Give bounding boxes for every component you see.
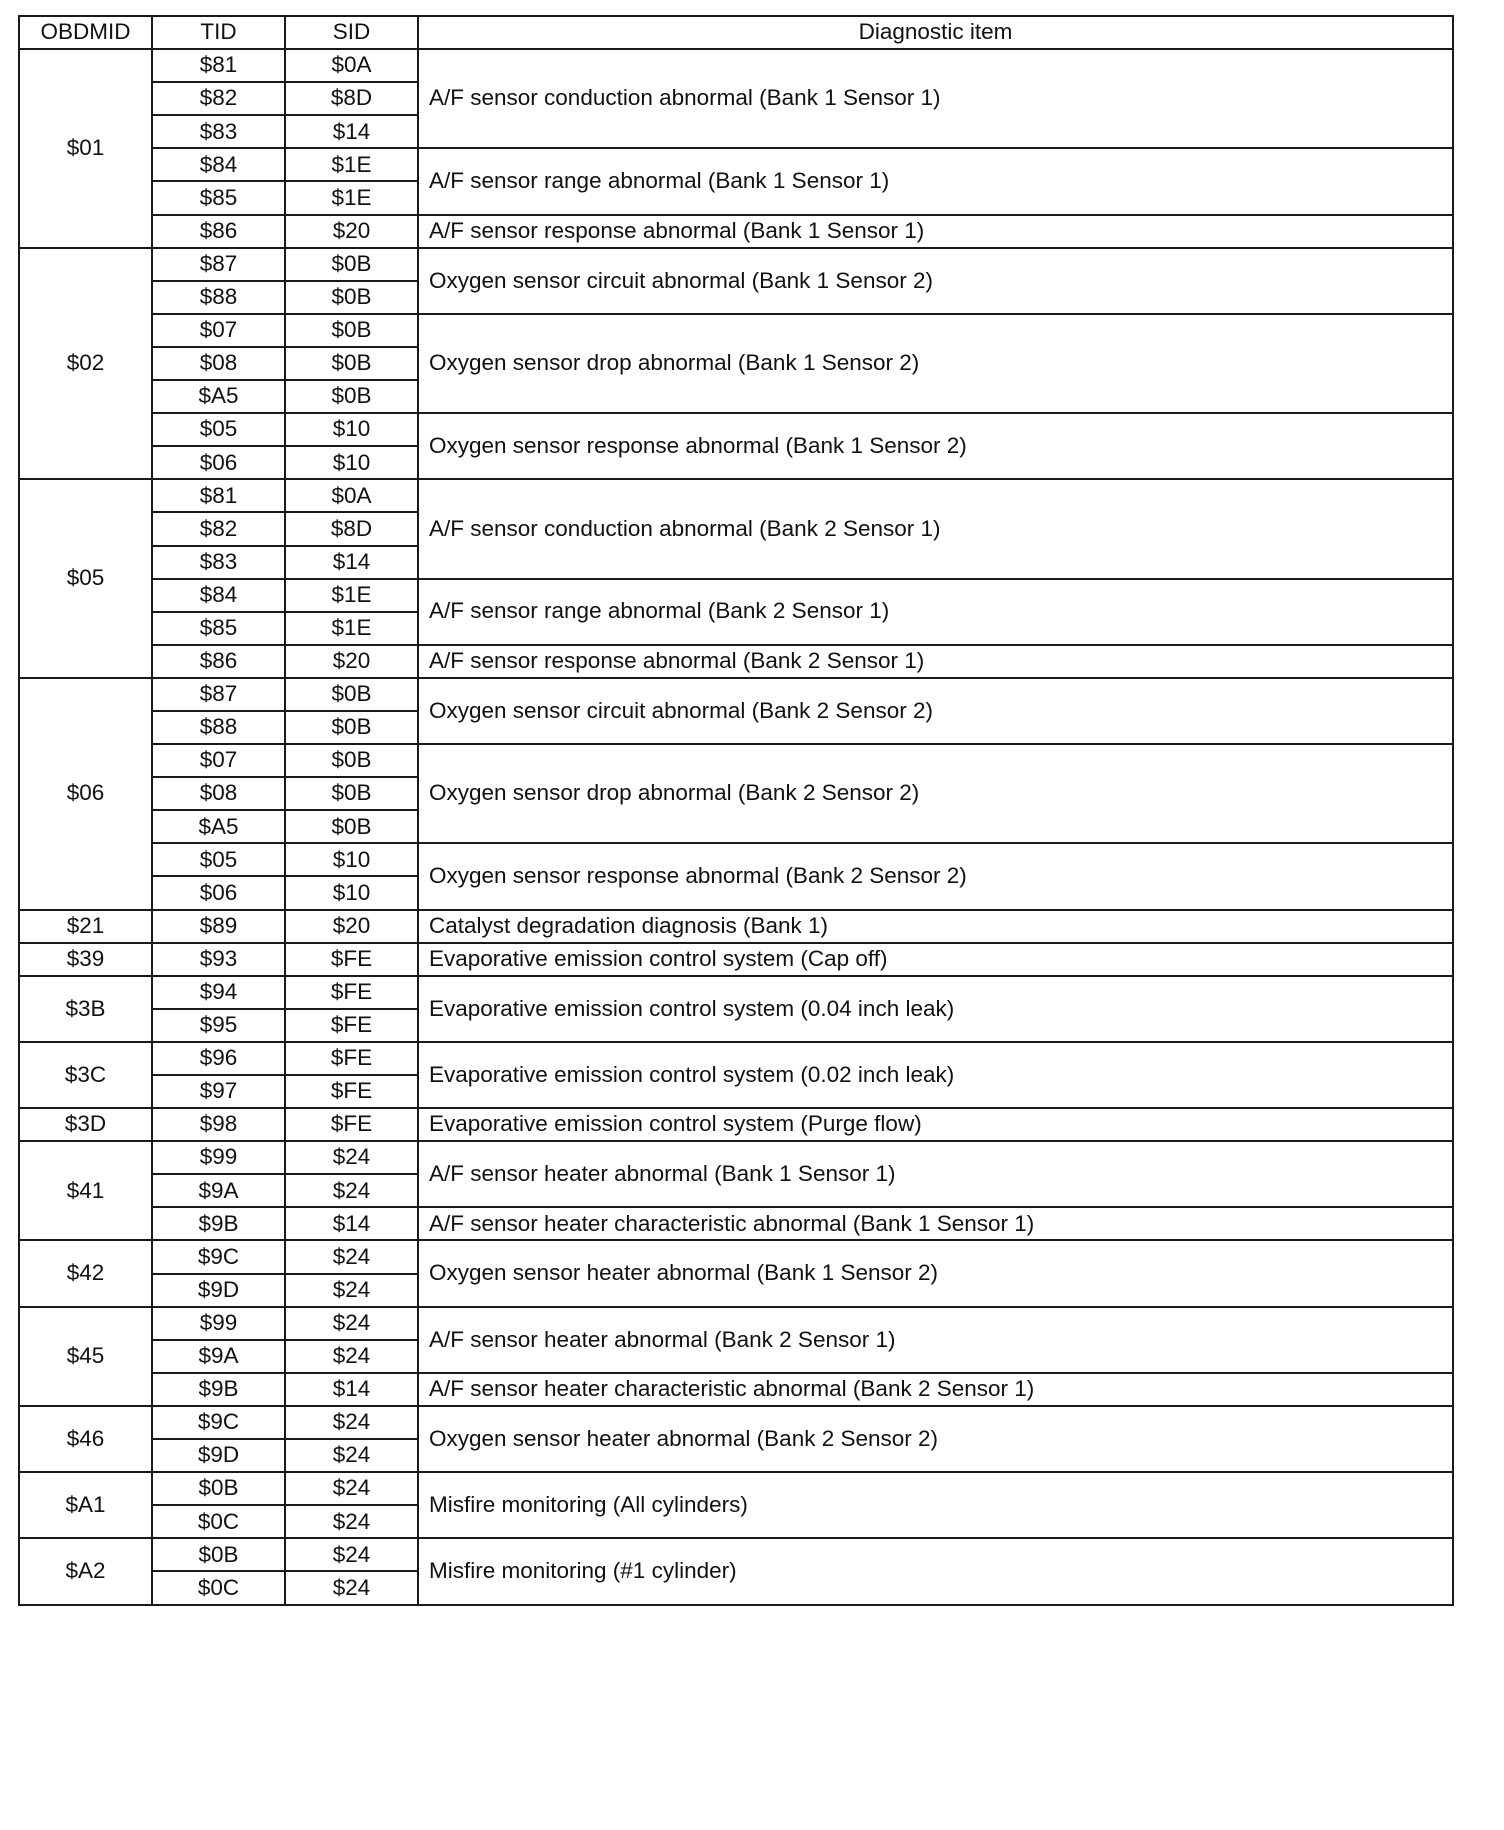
table-row	[19, 943, 1453, 976]
sid-cell: $0A	[285, 49, 418, 82]
obdmid-cell: $46	[19, 1406, 152, 1472]
obdmid-cell: $06	[19, 678, 152, 910]
tid-cell: $99	[152, 1307, 285, 1340]
tid-cell: $82	[152, 82, 285, 115]
tid-cell: $06	[152, 446, 285, 479]
sid-cell: $0B	[285, 380, 418, 413]
sid-cell: $0B	[285, 281, 418, 314]
tid-cell: $97	[152, 1075, 285, 1108]
table-row	[19, 148, 1453, 181]
diagnostic-item-cell: Evaporative emission control system (Cap off)	[418, 943, 1453, 976]
tid-cell: $9A	[152, 1174, 285, 1207]
table-row	[19, 1307, 1453, 1340]
tid-cell: $9D	[152, 1274, 285, 1307]
table-row	[19, 910, 1453, 943]
tid-cell: $83	[152, 546, 285, 579]
sid-cell: $20	[285, 910, 418, 943]
tid-cell: $9C	[152, 1406, 285, 1439]
sid-cell: $0B	[285, 347, 418, 380]
table-row	[19, 1141, 1453, 1174]
header-row	[19, 16, 1453, 49]
tid-cell: $9B	[152, 1207, 285, 1240]
sid-cell: $FE	[285, 1108, 418, 1141]
diagnostic-item-cell: Oxygen sensor drop abnormal (Bank 1 Sensor 2)	[418, 314, 1453, 413]
diagnostic-item-cell: A/F sensor response abnormal (Bank 2 Sensor 1)	[418, 645, 1453, 678]
sid-cell: $1E	[285, 612, 418, 645]
diagnostic-item-cell: Oxygen sensor response abnormal (Bank 1 Sensor 2)	[418, 413, 1453, 479]
diagnostic-item-cell: Misfire monitoring (All cylinders)	[418, 1472, 1453, 1538]
sid-cell: $1E	[285, 181, 418, 214]
obdmid-cell: $3B	[19, 976, 152, 1042]
sid-cell: $10	[285, 876, 418, 909]
header-obdmid: OBDMID	[19, 16, 152, 49]
sid-cell: $FE	[285, 943, 418, 976]
tid-cell: $93	[152, 943, 285, 976]
obdmid-table	[18, 15, 1454, 1606]
sid-cell: $FE	[285, 1042, 418, 1075]
tid-cell: $0C	[152, 1505, 285, 1538]
tid-cell: $94	[152, 976, 285, 1009]
sid-cell: $FE	[285, 1075, 418, 1108]
sid-cell: $24	[285, 1571, 418, 1604]
obdmid-cell: $41	[19, 1141, 152, 1240]
sid-cell: $24	[285, 1340, 418, 1373]
table-row	[19, 645, 1453, 678]
sid-cell: $1E	[285, 579, 418, 612]
diagnostic-item-cell: Oxygen sensor heater abnormal (Bank 1 Sensor 2)	[418, 1240, 1453, 1306]
sid-cell: $10	[285, 446, 418, 479]
diagnostic-item-cell: A/F sensor heater characteristic abnormal (Bank 1 Sensor 1)	[418, 1207, 1453, 1240]
tid-cell: $0C	[152, 1571, 285, 1604]
sid-cell: $24	[285, 1141, 418, 1174]
obdmid-cell: $01	[19, 49, 152, 248]
tid-cell: $88	[152, 711, 285, 744]
table-row	[19, 744, 1453, 777]
obdmid-cell: $21	[19, 910, 152, 943]
tid-cell: $84	[152, 579, 285, 612]
obdmid-cell: $A2	[19, 1538, 152, 1604]
header-diagnostic-item: Diagnostic item	[418, 16, 1453, 49]
diagnostic-item-cell: A/F sensor range abnormal (Bank 1 Sensor 1)	[418, 148, 1453, 214]
sid-cell: $0A	[285, 479, 418, 512]
table-row	[19, 49, 1453, 82]
tid-cell: $08	[152, 347, 285, 380]
sid-cell: $24	[285, 1307, 418, 1340]
table-row	[19, 678, 1453, 711]
sid-cell: $0B	[285, 744, 418, 777]
diagnostic-item-cell: Evaporative emission control system (0.02 inch leak)	[418, 1042, 1453, 1108]
tid-cell: $99	[152, 1141, 285, 1174]
sid-cell: $20	[285, 645, 418, 678]
diagnostic-item-cell: A/F sensor heater abnormal (Bank 1 Sensor 1)	[418, 1141, 1453, 1207]
tid-cell: $81	[152, 479, 285, 512]
table-row	[19, 248, 1453, 281]
diagnostic-item-cell: A/F sensor range abnormal (Bank 2 Sensor 1)	[418, 579, 1453, 645]
sid-cell: $24	[285, 1174, 418, 1207]
sid-cell: $24	[285, 1406, 418, 1439]
tid-cell: $06	[152, 876, 285, 909]
sid-cell: $24	[285, 1274, 418, 1307]
obdmid-cell: $05	[19, 479, 152, 678]
tid-cell: $82	[152, 512, 285, 545]
tid-cell: $85	[152, 181, 285, 214]
tid-cell: $87	[152, 248, 285, 281]
tid-cell: $98	[152, 1108, 285, 1141]
tid-cell: $9C	[152, 1240, 285, 1273]
diagnostic-item-cell: Evaporative emission control system (Purge flow)	[418, 1108, 1453, 1141]
diagnostic-item-cell: Oxygen sensor circuit abnormal (Bank 2 Sensor 2)	[418, 678, 1453, 744]
table-row	[19, 1472, 1453, 1505]
sid-cell: $24	[285, 1538, 418, 1571]
tid-cell: $87	[152, 678, 285, 711]
tid-cell: $05	[152, 843, 285, 876]
tid-cell: $A5	[152, 810, 285, 843]
sid-cell: $24	[285, 1240, 418, 1273]
diagnostic-item-cell: Evaporative emission control system (0.04 inch leak)	[418, 976, 1453, 1042]
table-row	[19, 1406, 1453, 1439]
obdmid-cell: $A1	[19, 1472, 152, 1538]
header-sid: SID	[285, 16, 418, 49]
sid-cell: $10	[285, 843, 418, 876]
sid-cell: $0B	[285, 678, 418, 711]
tid-cell: $08	[152, 777, 285, 810]
sid-cell: $14	[285, 1373, 418, 1406]
diagnostic-item-cell: A/F sensor conduction abnormal (Bank 2 Sensor 1)	[418, 479, 1453, 578]
tid-cell: $83	[152, 115, 285, 148]
sid-cell: $FE	[285, 976, 418, 1009]
sid-cell: $24	[285, 1439, 418, 1472]
table-row	[19, 314, 1453, 347]
table-row	[19, 215, 1453, 248]
diagnostic-item-cell: A/F sensor heater characteristic abnormal (Bank 2 Sensor 1)	[418, 1373, 1453, 1406]
sid-cell: $20	[285, 215, 418, 248]
tid-cell: $85	[152, 612, 285, 645]
tid-cell: $07	[152, 314, 285, 347]
sid-cell: $24	[285, 1472, 418, 1505]
table-row	[19, 1207, 1453, 1240]
tid-cell: $95	[152, 1009, 285, 1042]
tid-cell: $84	[152, 148, 285, 181]
tid-cell: $05	[152, 413, 285, 446]
tid-cell: $A5	[152, 380, 285, 413]
sid-cell: $0B	[285, 777, 418, 810]
diagnostic-item-cell: Misfire monitoring (#1 cylinder)	[418, 1538, 1453, 1604]
table-row	[19, 479, 1453, 512]
table-row	[19, 843, 1453, 876]
tid-cell: $96	[152, 1042, 285, 1075]
tid-cell: $0B	[152, 1472, 285, 1505]
tid-cell: $81	[152, 49, 285, 82]
table-row	[19, 976, 1453, 1009]
tid-cell: $89	[152, 910, 285, 943]
table-row	[19, 1538, 1453, 1571]
sid-cell: $14	[285, 115, 418, 148]
tid-cell: $86	[152, 215, 285, 248]
sid-cell: $14	[285, 546, 418, 579]
table-row	[19, 1373, 1453, 1406]
sid-cell: $FE	[285, 1009, 418, 1042]
sid-cell: $0B	[285, 314, 418, 347]
sid-cell: $24	[285, 1505, 418, 1538]
tid-cell: $9A	[152, 1340, 285, 1373]
table-row	[19, 1240, 1453, 1273]
diagnostic-item-cell: A/F sensor response abnormal (Bank 1 Sensor 1)	[418, 215, 1453, 248]
diagnostic-item-cell: Oxygen sensor circuit abnormal (Bank 1 Sensor 2)	[418, 248, 1453, 314]
diagnostic-item-cell: A/F sensor heater abnormal (Bank 2 Sensor 1)	[418, 1307, 1453, 1373]
obdmid-cell: $02	[19, 248, 152, 480]
tid-cell: $9D	[152, 1439, 285, 1472]
table-body	[19, 49, 1453, 1604]
tid-cell: $07	[152, 744, 285, 777]
sid-cell: $0B	[285, 810, 418, 843]
tid-cell: $86	[152, 645, 285, 678]
table-row	[19, 413, 1453, 446]
obdmid-cell: $39	[19, 943, 152, 976]
sid-cell: $0B	[285, 248, 418, 281]
obdmid-cell: $3D	[19, 1108, 152, 1141]
table-row	[19, 1042, 1453, 1075]
sid-cell: $8D	[285, 512, 418, 545]
sid-cell: $1E	[285, 148, 418, 181]
tid-cell: $0B	[152, 1538, 285, 1571]
diagnostic-item-cell: Oxygen sensor drop abnormal (Bank 2 Sensor 2)	[418, 744, 1453, 843]
header-tid: TID	[152, 16, 285, 49]
tid-cell: $88	[152, 281, 285, 314]
diagnostic-item-cell: Oxygen sensor heater abnormal (Bank 2 Sensor 2)	[418, 1406, 1453, 1472]
table-row	[19, 579, 1453, 612]
table-row	[19, 1108, 1453, 1141]
diagnostic-item-cell: Oxygen sensor response abnormal (Bank 2 Sensor 2)	[418, 843, 1453, 909]
tid-cell: $9B	[152, 1373, 285, 1406]
sid-cell: $8D	[285, 82, 418, 115]
obdmid-cell: $42	[19, 1240, 152, 1306]
obdmid-cell: $45	[19, 1307, 152, 1406]
sid-cell: $14	[285, 1207, 418, 1240]
diagnostic-item-cell: Catalyst degradation diagnosis (Bank 1)	[418, 910, 1453, 943]
sid-cell: $10	[285, 413, 418, 446]
diagnostic-item-cell: A/F sensor conduction abnormal (Bank 1 Sensor 1)	[418, 49, 1453, 148]
obdmid-cell: $3C	[19, 1042, 152, 1108]
sid-cell: $0B	[285, 711, 418, 744]
